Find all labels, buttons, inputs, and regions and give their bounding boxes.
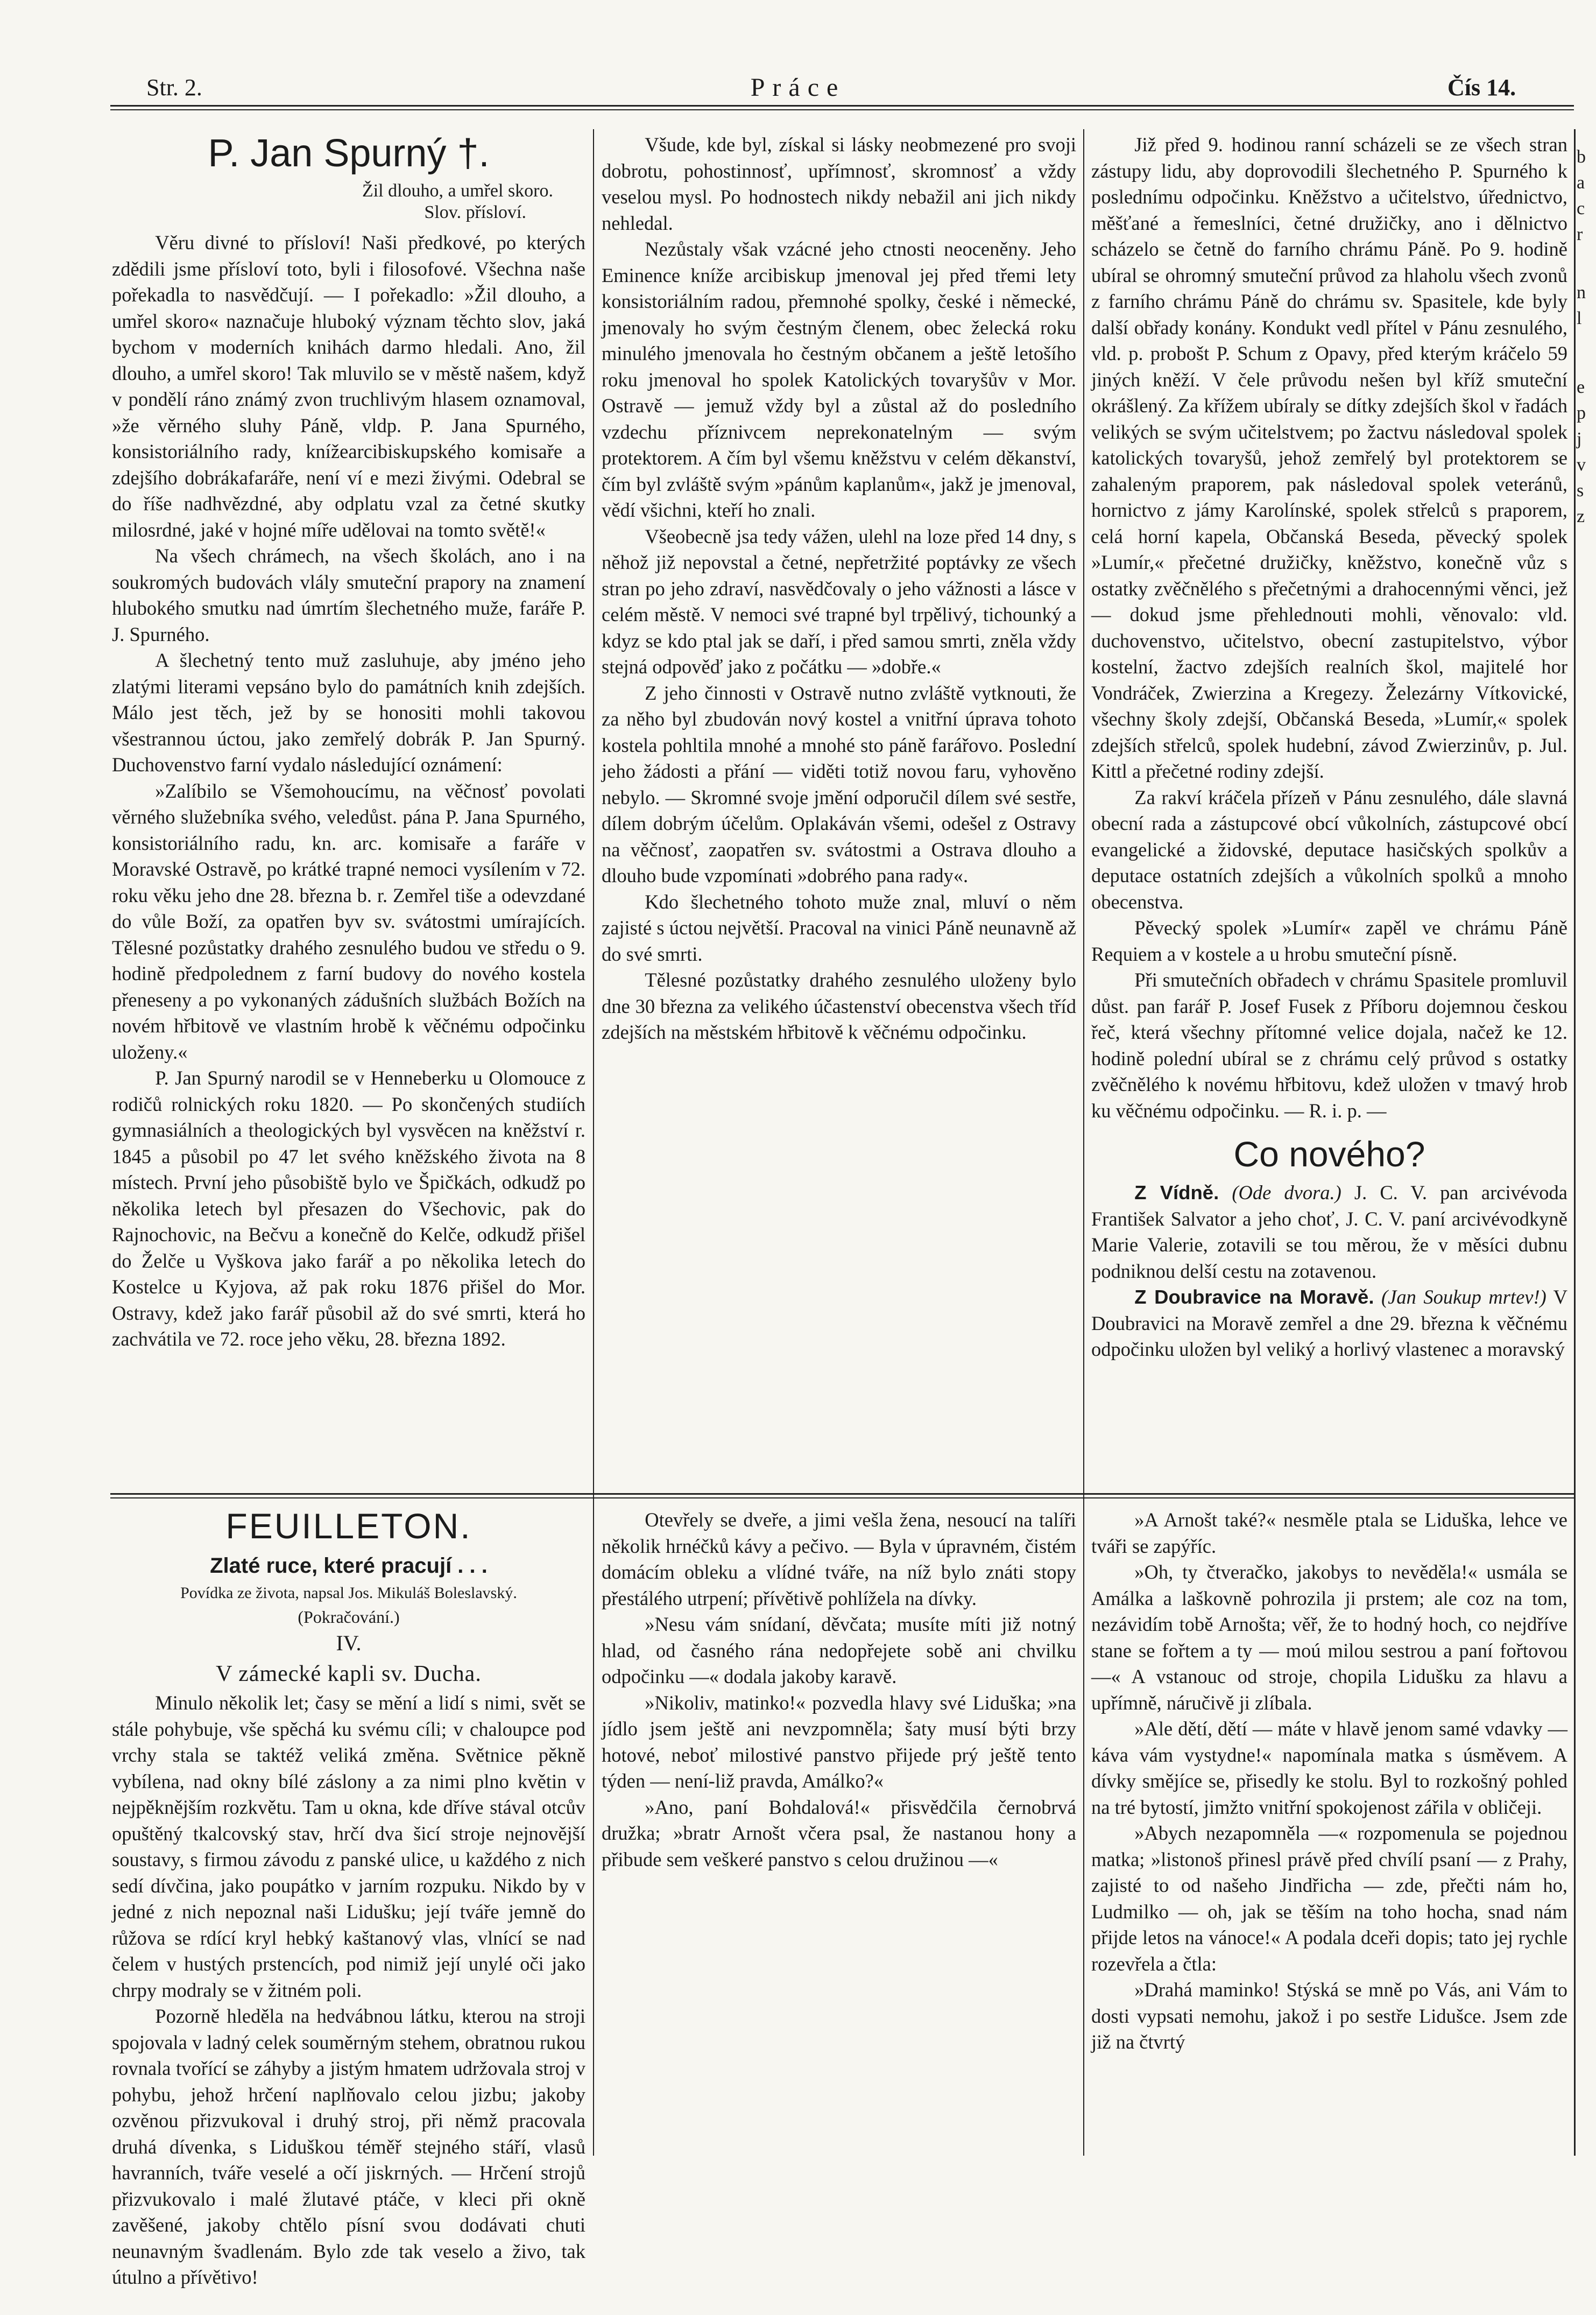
news-title: Co nového? xyxy=(1233,1134,1425,1174)
epigraph-source: Slov. přísloví. xyxy=(424,202,526,222)
news-item-place: Z Doubravice na Moravě. xyxy=(1134,1286,1374,1308)
feuilleton-rule-thin xyxy=(110,1497,1574,1498)
obituary-paragraph: Nezůstaly však vzácné jeho ctnosti neoceněny. Jeho Eminence kníže arcibiskup jmenoval jej před třemi lety konsistoriálním radou, přemnohé spolky, české i německé, jmenovaly ho svým čestným členem, obec želecká roku minulého jmenovala ho čestným občanem a ještě letošího roku jmenoval ho spolek Katolických tovaryšův v Mor. Ostravě — jemuž vždy byl a zůstal až do posledního vzdechu příznivcem neprekonatelným — svým protektorem. A čím byl všemu kněžstvu v celém děkanství, čím byl zvláště svým »pánům kaplanům«, jakž je jmenoval, vědí všichni, kteří ho znali. xyxy=(602,238,1076,521)
story-paragraph: »Abych nezapomněla —« rozpomenula se pojednou matka; »listonoš přinesl právě před chvílí psaní — z Prahy, zajisté to od našeho Jindřicha — zde, přečti nám ho, Ludmilko — oh, jak se těším na toho hocha, snad nám přijde letos na vánoce!« A podala dceři dopis; tato jej rychle rozevřela a čtla: xyxy=(1091,1822,1567,1975)
obituary-title: P. Jan Spurný †. xyxy=(208,132,490,175)
obituary-paragraph: Pěvecký spolek »Lumír« zapěl ve chrámu Páně Requiem a v kostele a u hrobu smuteční písně. xyxy=(1091,917,1567,965)
epigraph: Žil dlouho, a umřel skoro. xyxy=(362,181,553,201)
news-item-place: Z Vídně. xyxy=(1134,1181,1219,1204)
story-continued: (Pokračování.) xyxy=(298,1607,400,1627)
obituary-column-1 xyxy=(112,126,585,1483)
news-item-text: J. C. V. pan arcivévoda František Salvator a jeho choť, J. C. V. paní arcivévodkyně Marie Valerie, zotavili se tou měrou, že v měsíci dubnu podniknou delší cestu na zotavenou. xyxy=(1091,1181,1567,1282)
story-paragraph: Pozorně hleděla na hedvábnou látku, kterou na stroji spojovala v ladný celek souměrným stehem, obratnou rukou rovnala tvořící se záhyby a jistým hmatem udržovala stroj v pohybu, jehož hrčení naplňovalo celou jizbu; jakoby ozvěnou přizvukoval i druhý stroj, při němž pracovala druhá dívenka, s Liduškou téměř stejného stáří, vlasů havranních, tváře veselé a očí jiskrných. — Hrčení strojů přizvukovalo i malé žlutavé ptáče, v kleci při okně zavěšené, jakoby chtělo písní svou dodávati chuti neunavným švadlenám. Bylo zde tak veselo a živo, tak útulno a přívětivo! xyxy=(112,2005,585,2288)
story-paragraph: »Oh, ty čtveračko, jakobys to nevěděla!« usmála se Amálka a laškovně pohrozila ji prstem; ale coz na tom, nezávidím tobě Arnošta; věř, že to hodný hoch, co nejdříve stane se fořtem a ty — moú milou sestrou a paní fořtovou —« A vstanouc od stroje, chopila Lidušku za hlavu a upřímně, náručivě ji zlíbala. xyxy=(1091,1561,1567,1714)
story-paragraph: »Nikoliv, matinko!« pozvedla hlavy své Liduška; »na jídlo jsem ještě ani nevzpomněla; šaty musí býti brzy hotové, neboť milostivé panstvo přijede prý ještě tento týden — není-liž pravda, Amálko?« xyxy=(602,1691,1076,1792)
obituary-paragraph: Již před 9. hodinou ranní scházeli se ze všech stran zástupy lidu, aby doprovodili šlechetného P. Spurného k poslednímu odpočinku. Kněžstvo a učitelstvo, úřednictvo, měšťané a řemeslníci, četné družičky, ano i dělnictvo scházelo se četně do farního chrámu Páně. Po 9. hodině ubíral se ohromný smuteční průvod za hlaholu všech zvonů z farního chrámu Páně do chrámu sv. Spasitele, kde byly další obřady konány. Kondukt vedl přítel v Pánu zesnulého, vld. p. probošt P. Schum z Opavy, před kterým kráčelo 59 jiných kněží. V čele průvodu nešen byl kříž smuteční okrášlený. Za křížem ubíraly se dítky zdejších škol v řadách velikých se svým učitelstvem; po žactvu následoval spolek katolických tovaryšů, jehož zemřelý byl protektorem se zahaleným praporem, pak následoval spolek veteránů, hornictvo z jámy Karolínské, spolek střelců s praporem, celá horní kapela, Občanská Beseda, pěvecký spolek »Lumír,« přečetné družičky, kněžstvo, konečně vůz s ostatky zvěčnělého s přečetnými a drahocennými věnci, jež — dokud jsme přehlednouti mohli, věnovalo: vld. duchovenstvo, učitelstvo, obecní zastupitelstvo, výbor kostelní, žactvo zdejších realních škol, majitelé hor Vondráček, Zwierzina a Kregezy. Železárny Vítkovické, všechny školy zdejší, Občanská Beseda, »Lumír,« spolek zdejších střelců, spolek hudební, závod Zwierzinův, p. Jul. Kittl a přečetné rodiny zdejší. xyxy=(1091,133,1567,782)
story-title: Zlaté ruce, které pracují . . . xyxy=(210,1554,488,1578)
news-item-text: V Doubravici na Moravě zemřel a dne 29. března k věčnému odpočinku uložen byl veliký a horlivý vlastenec a moravský xyxy=(1091,1286,1567,1360)
page-number: Str. 2. xyxy=(146,74,202,101)
story-paragraph: Minulo několik let; časy se mění a lidí s nimi, svět se stále pohybuje, vše spěchá ku svému cíli; v chaloupce pod vrchy stala se taktéž veliká změna. Světnice pěkně vybílena, nad okny bílé záslony a za nimi plno květin v nejpěknějším rozkvětu. Tam u okna, kde dříve stával otcův opuštěný tkalcovský stav, hrčí dva šicí stroje nejnovější soustavy, s firmou závodu z panské ulice, u každého z nich sedí dívčina, jako poupátko v jarním rozpuku. Nikdo by v jedné z nich nepoznal naši Lidušku; její tváře jemně do růžova se rdící kryl hebký kaštanový vlas, vlnící se nad čelem v hustých prstencích, pod nimiž její unylé oči jako chrpy modraly se v žitném poli. xyxy=(112,1692,585,2001)
story-paragraph: »Ale dětí, dětí — máte v hlavě jenom samé vdavky — káva vám vystydne!« napomínala matka s úsměvem. A dívky smějíce se, přisedly ke stolu. Byl to rozkošný pohled na tré bytostí, jimžto vnitřní spokojenost zářila v obličeji. xyxy=(1091,1718,1567,1818)
header-rule-thin xyxy=(110,109,1574,110)
story-paragraph: Otevřely se dveře, a jimi vešla žena, nesoucí na talíři několik hrnéčků kávy a pečivo. — Byla v úpravném, čistém domácím obleku a vlídné tváře, na níž bylo znáti stopy přestálého utrpení; přívětivě pohlížela na dívky. xyxy=(602,1509,1076,1609)
feuilleton-column-1 xyxy=(112,1502,585,2288)
obituary-paragraph: Tělesné pozůstatky drahého zesnulého uloženy bylo dne 30 března za velikého účastenství obecenstva všech tříd zdejších na městském hřbitově k věčnému odpočinku. xyxy=(602,969,1076,1043)
feuilleton-rule xyxy=(110,1493,1574,1495)
header-rule xyxy=(110,105,1574,107)
story-paragraph: »Drahá maminko! Stýská se mně po Vás, ani Vám to dosti vypsati nemohu, jakož i po sestře Lidušce. Jsem zde již na čtvrtý xyxy=(1091,1979,1567,2053)
feuilleton-column-2 xyxy=(602,1507,1076,2156)
obituary-column-3 xyxy=(1091,132,1567,1483)
news-item-source: (Ode dvora.) xyxy=(1232,1181,1341,1204)
obituary-paragraph: A šlechetný tento muž zasluhuje, aby jméno jeho zlatými literami vepsáno bylo do památních knih zdejších. Málo jest těch, jež by se honositi mohli takovou všestrannou úctou, jako zemřelý dobrák P. Jan Spurný. Duchovenstvo farní vydalo následující oznámení: xyxy=(112,649,585,776)
obituary-paragraph: Za rakví kráčela přízeň v Pánu zesnulého, dále slavná obecní rada a zástupcové obcí vůkolních, zástupcové obcí evangelické a židovské, deputace hasičských spolkův a deputace ostatních zdejších a vůkolních spolků a mnoho obecenstva. xyxy=(1091,786,1567,913)
obituary-paragraph: Z jeho činnosti v Ostravě nutno zvláště vytknouti, že za něho byl zbudován nový kostel a vnitřní úprava tohoto kostela pohltila mnohé a mnohé sto páně farářovo. Poslední jeho žádosti a přání — viděti totiž novou faru, vyhověno nebylo. — Skromné svoje jmění odporučil dílem své sestře, dílem dobrým účelům. Oplakáván všemi, odešel z Ostravy na věčnosť, zaopatřen sv. svátostmi a Ostrava dlouho a dlouho bude vzpomínati »dobrého pana rady«. xyxy=(602,681,1076,886)
news-item xyxy=(1091,1180,1567,1284)
obituary-paragraph: Všude, kde byl, získal si lásky neobmezené pro svoji dobrotu, pohostinnosť, upřímnosť, skromnosť a vždy veselou mysl. Po hodnostech nikdy nebažil ani jich nikdy nehledal. xyxy=(602,133,1076,234)
obituary-paragraph: »Zalíbilo se Všemohoucímu, na věčnosť povolati věrného služebníka svého, veledůst. pána P. Jana Spurného, konsistoriálního radu, kn. arc. komisaře a faráře v Moravské Ostravě, po krátké trapné nemoci vysílením v 72. roku věku jeho dne 28. března b. r. Zemřel tiše a odevzdané do vůle Boží, za opatřen byv sv. svátostmi umírajících. Tělesné pozůstatky drahého zesnulého budou ve středu o 9. hodině předpolednem z farní budovy do nového kostela přeneseny a po vykonaných zádušních službách Božích na novém hřbitově ve vlastním hrobě k věčnému odpočinku uloženy.« xyxy=(112,779,585,1063)
chapter-title: V zámecké kapli sv. Ducha. xyxy=(216,1662,482,1686)
neighbor-page-fragment: b a c r n l e p j v s z xyxy=(1577,147,1586,526)
page-edge-rule xyxy=(1574,129,1576,2156)
obituary-paragraph: Všeobecně jsa tedy vážen, ulehl na loze před 14 dny, s něhož již nepovstal a četné, nepřetržité poptávky ze všech stran po jeho zdraví, nasvědčovaly o jeho vážnosti a lásce v celém městě. V nemoci své trapné byl trpělivý, tichounký a kdyz se kdo ptal jak se daří, i před samou smrti, zněla vždy stejná odpověď jako z počátku — »dobře.« xyxy=(602,525,1076,678)
story-paragraph: »Nesu vám snídaní, děvčata; musíte míti již notný hlad, od časného rána nedopřejete sobě ani chvilku odpočinku —« dodala jakoby karavě. xyxy=(602,1613,1076,1687)
column-divider-right xyxy=(1083,129,1084,2156)
news-item xyxy=(1091,1284,1567,1363)
feuilleton-column-3 xyxy=(1091,1507,1567,2156)
story-byline: Povídka ze života, napsal Jos. Mikuláš Boleslavský. xyxy=(180,1584,517,1602)
obituary-paragraph: Věru divné to přísloví! Naši předkové, po kterých zdědili jsme přísloví toto, byli i filosofové. Všechna naše pořekadla to nasvědčují. — I pořekadlo: »Žil dlouho, a umřel skoro« naznačuje hluboký význam těchto slov, jaká bychom v moderních knihách darmo hledali. Ano, žil dlouho, a umřel skoro! Tak mluvilo se v městě našem, když v pondělí ráno známý zvon truchlivým hlasem oznamoval, »že věrného sluhy Páně, vldp. P. Jana Spurného, konsistoriálního rady, knížearcibiskupského komisaře a zdejšího dobrákafaráře, není ví e mezi živými. Odebral se do říše nadhvězdné, aby odplatu vzal za četné skutky milosrdné, jaké v hojné míře udělovai na tomto světě!« xyxy=(112,231,585,541)
story-paragraph: »A Arnošt také?« nesměle ptala se Liduška, lehce ve tváři se zapýříc. xyxy=(1091,1509,1567,1557)
obituary-column-2 xyxy=(602,132,1076,1483)
obituary-paragraph: P. Jan Spurný narodil se v Henneberku u Olomouce z rodičů rolnických roku 1820. — Po skončených studiích gymnasiálních a theologických byl vysvěcen na kněžství r. 1845 a působil po 47 let svého kněžského života na 8 místech. První jeho působiště bylo ve Špičkách, odkudž po několika letech byl přesazen do Všechovic, pak do Rajnochovic, na Bečvu a konečně do Kelče, odkudž přišel do Želče u Vyškova jako farář a po několika letech do Kostelce u Kyjova, až pak roku 1876 přišel do Mor. Ostravy, kdež jako farář působil až do své smrti, která ho zachvátila ve 72. roce jeho věku, 28. března 1892. xyxy=(112,1067,585,1350)
column-divider-left xyxy=(593,129,594,2156)
issue-number: Čís 14. xyxy=(1447,74,1516,101)
obituary-paragraph: Kdo šlechetného tohoto muže znal, mluví o něm zajisté s úctou největší. Pracoval na vinici Páně neunavně až do své smrti. xyxy=(602,890,1076,965)
story-paragraph: »Ano, paní Bohdalová!« přisvědčila černobrvá družka; »bratr Arnošt včera psal, že nastanou hony a přibude sem veškeré panstvo s celou družinou —« xyxy=(602,1796,1076,1870)
newspaper-title: Práce xyxy=(750,73,846,102)
feuilleton-heading: FEUILLETON. xyxy=(225,1506,472,1546)
chapter-number: IV. xyxy=(336,1631,362,1655)
obituary-paragraph: Na všech chrámech, na všech školách, ano i na soukromých budovách vlály smuteční prapory na znamení hlubokého smutku nad úmrtím šlechetného muže, faráře P. J. Spurného. xyxy=(112,545,585,645)
news-item-source: (Jan Soukup mrtev!) xyxy=(1381,1286,1546,1308)
obituary-paragraph: Při smutečních obřadech v chrámu Spasitele promluvil důst. pan farář P. Josef Fusek z Příboru dojemnou českou řeč, která všechny přítomné velice dojala, načež ke 12. hodině polední ubíral se z chrámu celý průvod s ostatky zvěčnělého k novému hřbitovu, kdež uložen v tmavý hrob ku věčnému odpočinku. — R. i. p. — xyxy=(1091,969,1567,1122)
